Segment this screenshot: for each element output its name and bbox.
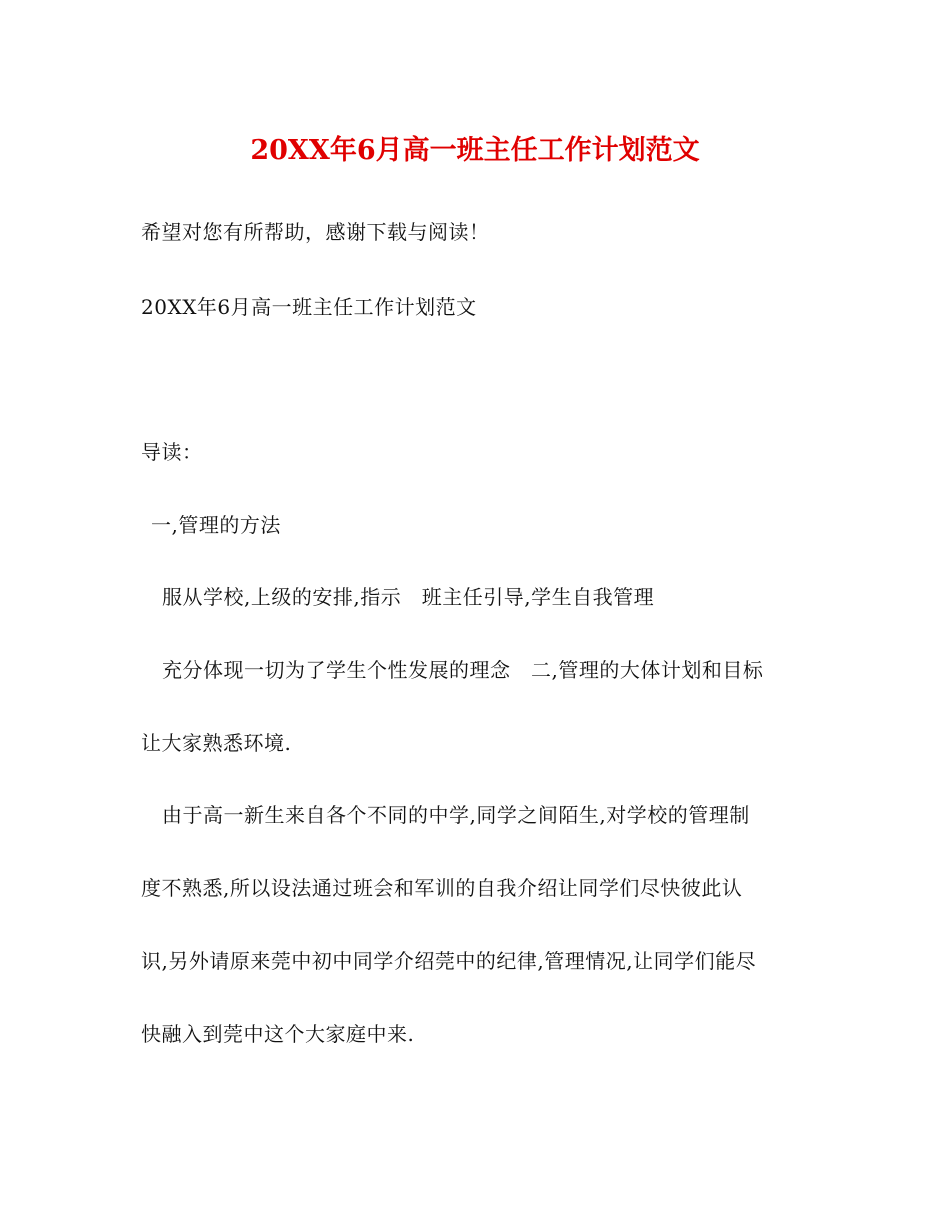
document-subtitle: 20XX年6月高一班主任工作计划范文: [141, 295, 477, 319]
document-title: 20XX年6月高一班主任工作计划范文: [250, 135, 700, 166]
paragraph-3-line-4: 快融入到莞中这个大家庭中来.: [141, 1022, 415, 1046]
paragraph-2-line-1: 充分体现一切为了学生个性发展的理念 二,管理的大体计划和目标: [162, 658, 764, 682]
paragraph-3-line-2: 度不熟悉,所以设法通过班会和军训的自我介绍让同学们尽快彼此认: [141, 876, 743, 900]
section-heading-one: 一,管理的方法: [151, 513, 281, 537]
paragraph-2-line-2: 让大家熟悉环境.: [141, 731, 292, 755]
paragraph-3-line-3: 识,另外请原来莞中初中同学介绍莞中的纪律,管理情况,让同学们能尽: [141, 949, 757, 973]
paragraph-1: 服从学校,上级的安排,指示 班主任引导,学生自我管理: [162, 585, 655, 609]
guide-label: 导读：: [141, 440, 203, 464]
paragraph-3-line-1: 由于高一新生来自各个不同的中学,同学之间陌生,对学校的管理制: [162, 803, 750, 827]
intro-text: 希望对您有所帮助，感谢下载与阅读！: [141, 220, 490, 244]
